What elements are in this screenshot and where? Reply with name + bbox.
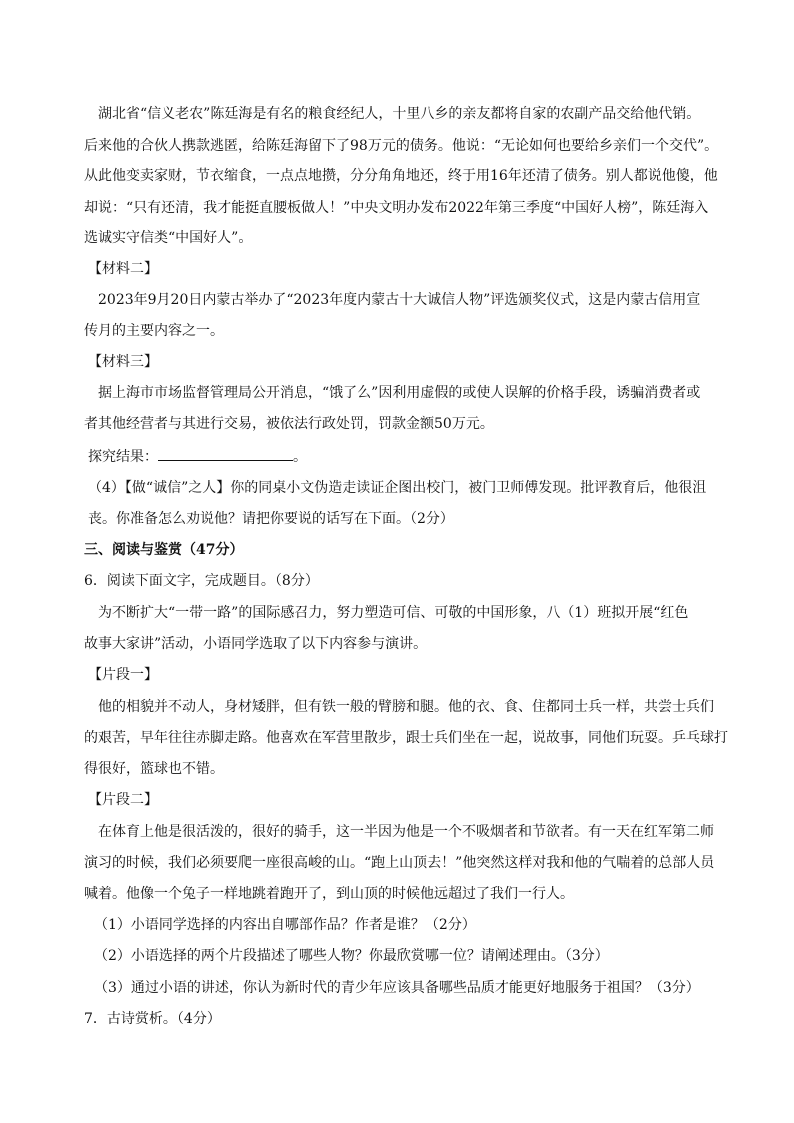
fragment1-line-1: 他的相貌并不动人，身材矮胖，但有铁一般的臂膀和腿。他的衣、食、住都同士兵一样，共尝士兵们 <box>98 699 714 715</box>
q7-title: 7．古诗赏析。（4分） <box>84 1011 221 1027</box>
material1-line-2: 后来他的合伙人携款逃匿，给陈廷海留下了98万元的债务。他说：“无论如何也要给乡亲们一个交代”。 <box>84 138 719 154</box>
fragment1-line-3: 得很好，篮球也不错。 <box>84 761 224 777</box>
result-end: 。 <box>293 449 307 465</box>
fragment1-label: 【片段一】 <box>88 667 158 683</box>
q6-intro-line-2: 故事大家讲”活动，小语同学选取了以下内容参与演讲。 <box>84 636 428 652</box>
result-line <box>88 446 307 467</box>
fragment2-line-2: 演习的时候，我们必须要爬一座很高峻的山。“跑上山顶去！”他突然这样对我和他的气喘着的总部人员 <box>84 855 715 871</box>
q6-subquestion-2: （2）小语选择的两个片段描述了哪些人物？你最欣赏哪一位？请阐述理由。（3分） <box>94 948 609 964</box>
material3-label: 【材料三】 <box>88 354 158 370</box>
q4-line-1: （4）【做“诚信”之人】你的同桌小文伪造走读证企图出校门，被门卫师傅发现。批评教育后，他很沮 <box>88 480 707 496</box>
result-answer-blank[interactable] <box>158 446 293 461</box>
material3-line-1: 据上海市市场监督管理局公开消息，“饿了么”因利用虚假的或使人误解的价格手段，诱骗消费者或 <box>98 385 701 401</box>
q4-line-2: 丧。你准备怎么劝说他？请把你要说的话写在下面。（2分） <box>88 511 454 527</box>
fragment2-label: 【片段二】 <box>88 792 158 808</box>
q6-subquestion-3: （3）通过小语的讲述，你认为新时代的青少年应该具备哪些品质才能更好地服务于祖国？（3分） <box>94 980 700 996</box>
material2-label: 【材料二】 <box>88 261 158 277</box>
material2-line-1: 2023年9月20日内蒙古举办了“2023年度内蒙古十大诚信人物”评选颁奖仪式，这是内蒙古信用宣 <box>98 292 701 308</box>
q6-title: 6．阅读下面文字，完成题目。（8分） <box>84 573 319 589</box>
material3-line-2: 者其他经营者与其进行交易，被依法行政处罚，罚款金额50万元。 <box>84 416 494 432</box>
fragment2-line-1: 在体育上他是很活泼的，很好的骑手，这一半因为他是一个不吸烟者和节欲者。有一天在红军第二师 <box>98 824 714 840</box>
fragment2-line-3: 喊着。他像一个兔子一样地跳着跑开了，到山顶的时候他远超过了我们一行人。 <box>84 886 574 902</box>
fragment1-line-2: 的艰苦，早年往往赤脚走路。他喜欢在军营里散步，跟士兵们坐在一起，说故事，同他们玩耍。乒乓球打 <box>84 730 728 746</box>
q6-subquestion-1: （1）小语同学选择的内容出自哪部作品？作者是谁？（2分） <box>94 917 476 933</box>
q6-intro-line-1: 为不断扩大“一带一路”的国际感召力，努力塑造可信、可敬的中国形象，八（1）班拟开展“红色 <box>98 605 689 621</box>
material1-line-5: 选诚实守信类“中国好人”。 <box>84 230 253 246</box>
result-label: 探究结果： <box>88 449 158 465</box>
material1-line-1: 湖北省“信义老农”陈廷海是有名的粮食经纪人，十里八乡的亲友都将自家的农副产品交给他代销。 <box>98 106 701 122</box>
material1-line-4: 却说：“只有还清，我才能挺直腰板做人！”中央文明办发布2022年第三季度“中国好人榜”，陈廷海入 <box>84 200 709 216</box>
section3-heading: 三、阅读与鉴赏（47分） <box>84 542 244 558</box>
material1-line-3: 从此他变卖家财，节衣缩食，一点点地攒，分分角角地还，终于用16年还清了债务。别人都说他傻，他 <box>84 168 718 184</box>
material2-line-2: 传月的主要内容之一。 <box>84 323 224 339</box>
